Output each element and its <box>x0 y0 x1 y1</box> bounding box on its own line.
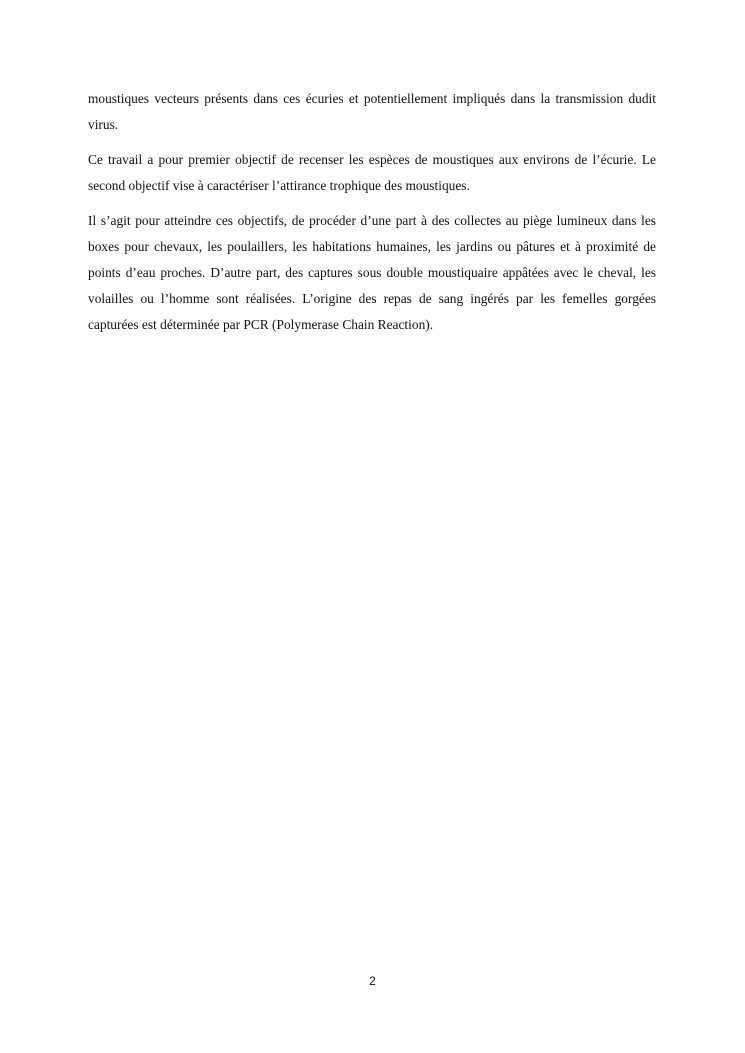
paragraph-3: Il s’agit pour atteindre ces objectifs, de procéder d’une part à des collectes au piège lumineux dans les boxes pour chevaux, les poulaillers, les habitations humaines, les jardins ou pâtures et à proximité de points d’eau proches. D’autre part, des captures sous double moustiquaire appâtées avec le cheval, les volailles ou l’homme sont réalisées. L’origine des repas de sang ingérés par les femelles gorgées capturées est déterminée par PCR (Polymerase Chain Reaction). <box>88 213 656 332</box>
paragraph-2: Ce travail a pour premier objectif de recenser les espèces de moustiques aux environs de l’écurie. Le second objectif vise à caractériser l’attirance trophique des moustiques. <box>88 152 656 193</box>
paragraph-1: moustiques vecteurs présents dans ces écuries et potentiellement impliqués dans la transmission dudit virus. <box>88 91 656 132</box>
body-text <box>88 86 656 347</box>
page-number: 2 <box>369 974 376 988</box>
